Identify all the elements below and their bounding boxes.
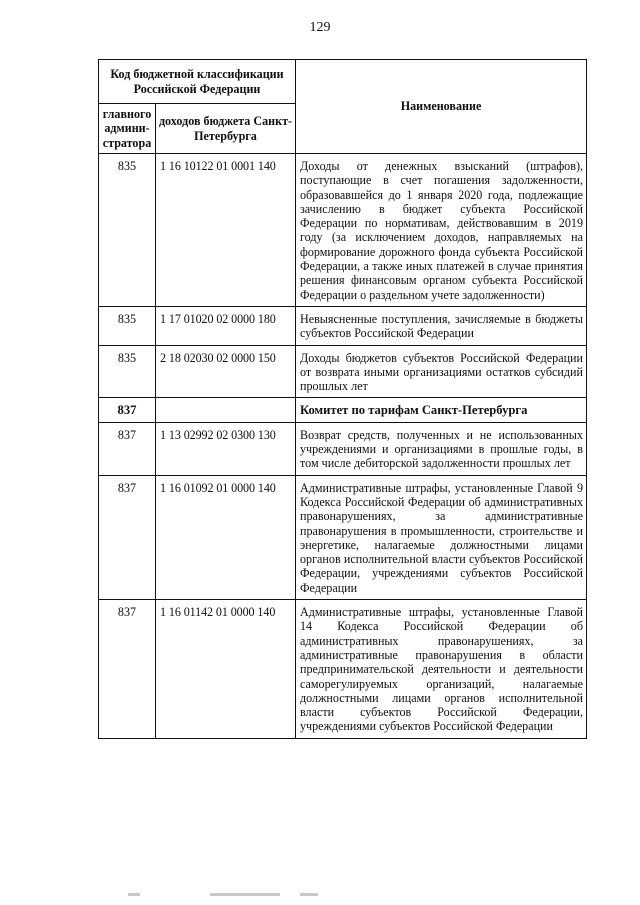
- table-row: [99, 475, 587, 599]
- page-number: 129: [309, 20, 331, 35]
- budget-classification-table: [98, 59, 587, 739]
- table-row: [99, 422, 587, 475]
- table-section-row: [99, 398, 587, 422]
- revenue-name-cell: Административные штрафы, установленные Главой 14 Кодекса Российской Федерации об административных правонарушениях, за административные правонарушения в области предпринимательской деятельности и деятельности саморегулируемых организаций, налагаемые должностными лицами органов исполнительной власти субъектов Российской Федерации, учреждениями субъектов Российской Федерации: [296, 600, 587, 739]
- table-row: [99, 345, 587, 398]
- revenue-code-cell: 2 18 02030 02 0000 150: [156, 345, 296, 398]
- admin-code-cell: 837: [99, 398, 156, 422]
- revenue-code-cell: 1 16 01092 01 0000 140: [156, 475, 296, 599]
- revenue-name-cell: Невыясненные поступления, зачисляемые в бюджеты субъектов Российской Федерации: [296, 306, 587, 345]
- table-row: [99, 306, 587, 345]
- admin-code-cell: 835: [99, 154, 156, 307]
- revenue-code-cell: 1 16 01142 01 0000 140: [156, 600, 296, 739]
- revenue-name-cell: Комитет по тарифам Санкт-Петербурга: [296, 398, 587, 422]
- admin-code-cell: 837: [99, 475, 156, 599]
- header-code-group: Код бюджетной классификации Российской Федерации: [99, 60, 296, 104]
- revenue-name-cell: Административные штрафы, установленные Главой 9 Кодекса Российской Федерации об административных правонарушениях, за административные правонарушения в промышленности, строительстве и энергетике, налагаемые должностными лицами органов исполнительной власти субъектов Российской Федерации, учреждениями субъектов Российской Федерации: [296, 475, 587, 599]
- revenue-code-cell: 1 17 01020 02 0000 180: [156, 306, 296, 345]
- header-name: Наименование: [296, 60, 587, 154]
- header-admin-code: главного админи-стратора: [99, 104, 156, 154]
- revenue-name-cell: Доходы от денежных взысканий (штрафов), поступающие в счет погашения задолженности, образовавшейся до 1 января 2020 года, подлежащие зачислению в бюджет субъекта Российской Федерации по нормативам, действовавшим в 2019 году (за исключением доходов, направляемых на формирование дорожного фонда субъекта Российской Федерации, а также иных платежей в случае принятия решения финансовым органом субъекта Российской Федерации о раздельном учете задолженности): [296, 154, 587, 307]
- admin-code-cell: 837: [99, 422, 156, 475]
- table-body: [99, 154, 587, 739]
- scan-smudge: [210, 893, 280, 896]
- table-header: [99, 60, 587, 154]
- admin-code-cell: 835: [99, 306, 156, 345]
- table-row: [99, 154, 587, 307]
- admin-code-cell: 837: [99, 600, 156, 739]
- admin-code-cell: 835: [99, 345, 156, 398]
- revenue-code-cell: [156, 398, 296, 422]
- scan-smudge: [128, 893, 140, 896]
- revenue-code-cell: 1 13 02992 02 0300 130: [156, 422, 296, 475]
- scan-smudge: [300, 893, 318, 896]
- revenue-name-cell: Возврат средств, полученных и не использованных учреждениями и организациями в прошлые годы, в том числе дебиторской задолженности прошлых лет: [296, 422, 587, 475]
- revenue-name-cell: Доходы бюджетов субъектов Российской Федерации от возврата иными организациями остатков субсидий прошлых лет: [296, 345, 587, 398]
- revenue-code-cell: 1 16 10122 01 0001 140: [156, 154, 296, 307]
- header-revenue-code: доходов бюджета Санкт-Петербурга: [156, 104, 296, 154]
- table-row: [99, 600, 587, 739]
